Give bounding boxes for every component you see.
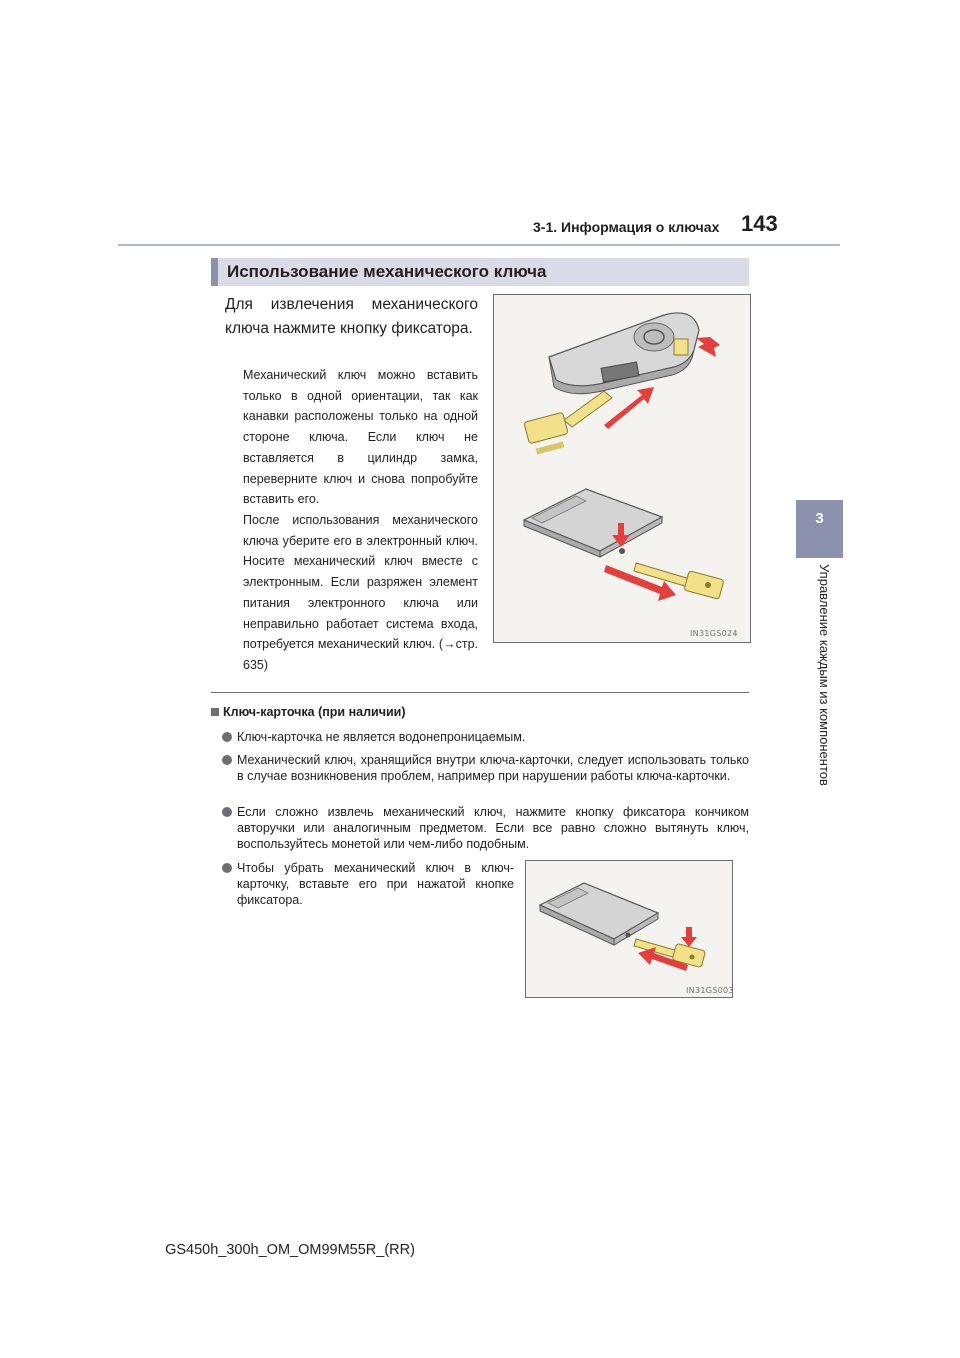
header-divider [118, 244, 840, 246]
mechanical-key-1 [524, 391, 612, 455]
illustration-card-key-insert [525, 860, 733, 998]
release-button-fob [674, 339, 688, 355]
figure-code-1: IN31GS024 [690, 629, 738, 638]
arrow-press-icon [681, 927, 697, 947]
card-key [540, 883, 658, 945]
bullet-dot-icon [222, 755, 232, 765]
bullet-dot-icon [222, 863, 232, 873]
running-header-section: 3-1. Информация о ключах [533, 219, 720, 235]
list-item-text: Чтобы убрать механический ключ в ключ-карточку, вставьте его при нажатой кнопке фиксатора. [237, 861, 514, 907]
section-title: Использование механического ключа [227, 262, 547, 281]
list-item [222, 729, 749, 745]
note-orientation: Механический ключ можно вставить только в одной ориентации, так как канавки расположены только на одной стороне ключа. Если ключ не вставляется в цилиндр замка, переверните ключ и снова попробуйте вставить его. [243, 368, 478, 507]
bullet-dot-icon [222, 732, 232, 742]
list-item-text: Если сложно извлечь механический ключ, нажмите кнопку фиксатора кончиком авторучки или аналогичным предметом. Если все равно сложно вытянуть ключ, воспользуйтесь монетой или чем-либо подобным. [237, 805, 749, 851]
list-item [222, 860, 514, 908]
chapter-number: 3 [815, 510, 824, 527]
section-divider [211, 692, 749, 693]
bullet-dot-icon [222, 807, 232, 817]
figure-code-2: IN31GS003 [686, 986, 734, 995]
list-item-text: Ключ-карточка не является водонепроницаемым. [237, 730, 526, 744]
card-key [524, 489, 662, 557]
square-bullet-icon [211, 708, 219, 716]
arrow-press-icon [696, 337, 720, 357]
lead-paragraph: Для извлечения механического ключа нажмите кнопку фиксатора. [225, 296, 478, 337]
mechanical-key-2 [634, 563, 724, 599]
list-item [222, 804, 749, 852]
note-storage: После использования механического ключа уберите его в электронный ключ. Носите механический ключ вместе с электронным. Если разряжен элемент питания электронного ключа или неправильно работает система входа, потребуется механический ключ. (→стр. 635) [243, 513, 478, 672]
illustration-key-removal [493, 294, 751, 643]
chapter-title-vertical: Управление каждым из компонентов [817, 564, 832, 786]
section-heading-accent [211, 258, 218, 286]
document-code: GS450h_300h_OM_OM99M55R_(RR) [165, 1242, 415, 1258]
list-item-text: Механический ключ, хранящийся внутри ключа-карточки, следует использовать только в случае возникновения проблем, например при нарушении работы ключа-карточки. [237, 753, 749, 783]
page-number: 143 [741, 211, 778, 236]
key-removal-drawing [494, 295, 750, 642]
card-key-insert-drawing [526, 861, 732, 997]
chapter-tab [796, 500, 843, 558]
card-key-heading-text: Ключ-карточка (при наличии) [223, 705, 406, 719]
arrow-pull-icon [604, 387, 654, 429]
card-key-heading [211, 705, 406, 719]
list-item [222, 752, 749, 784]
